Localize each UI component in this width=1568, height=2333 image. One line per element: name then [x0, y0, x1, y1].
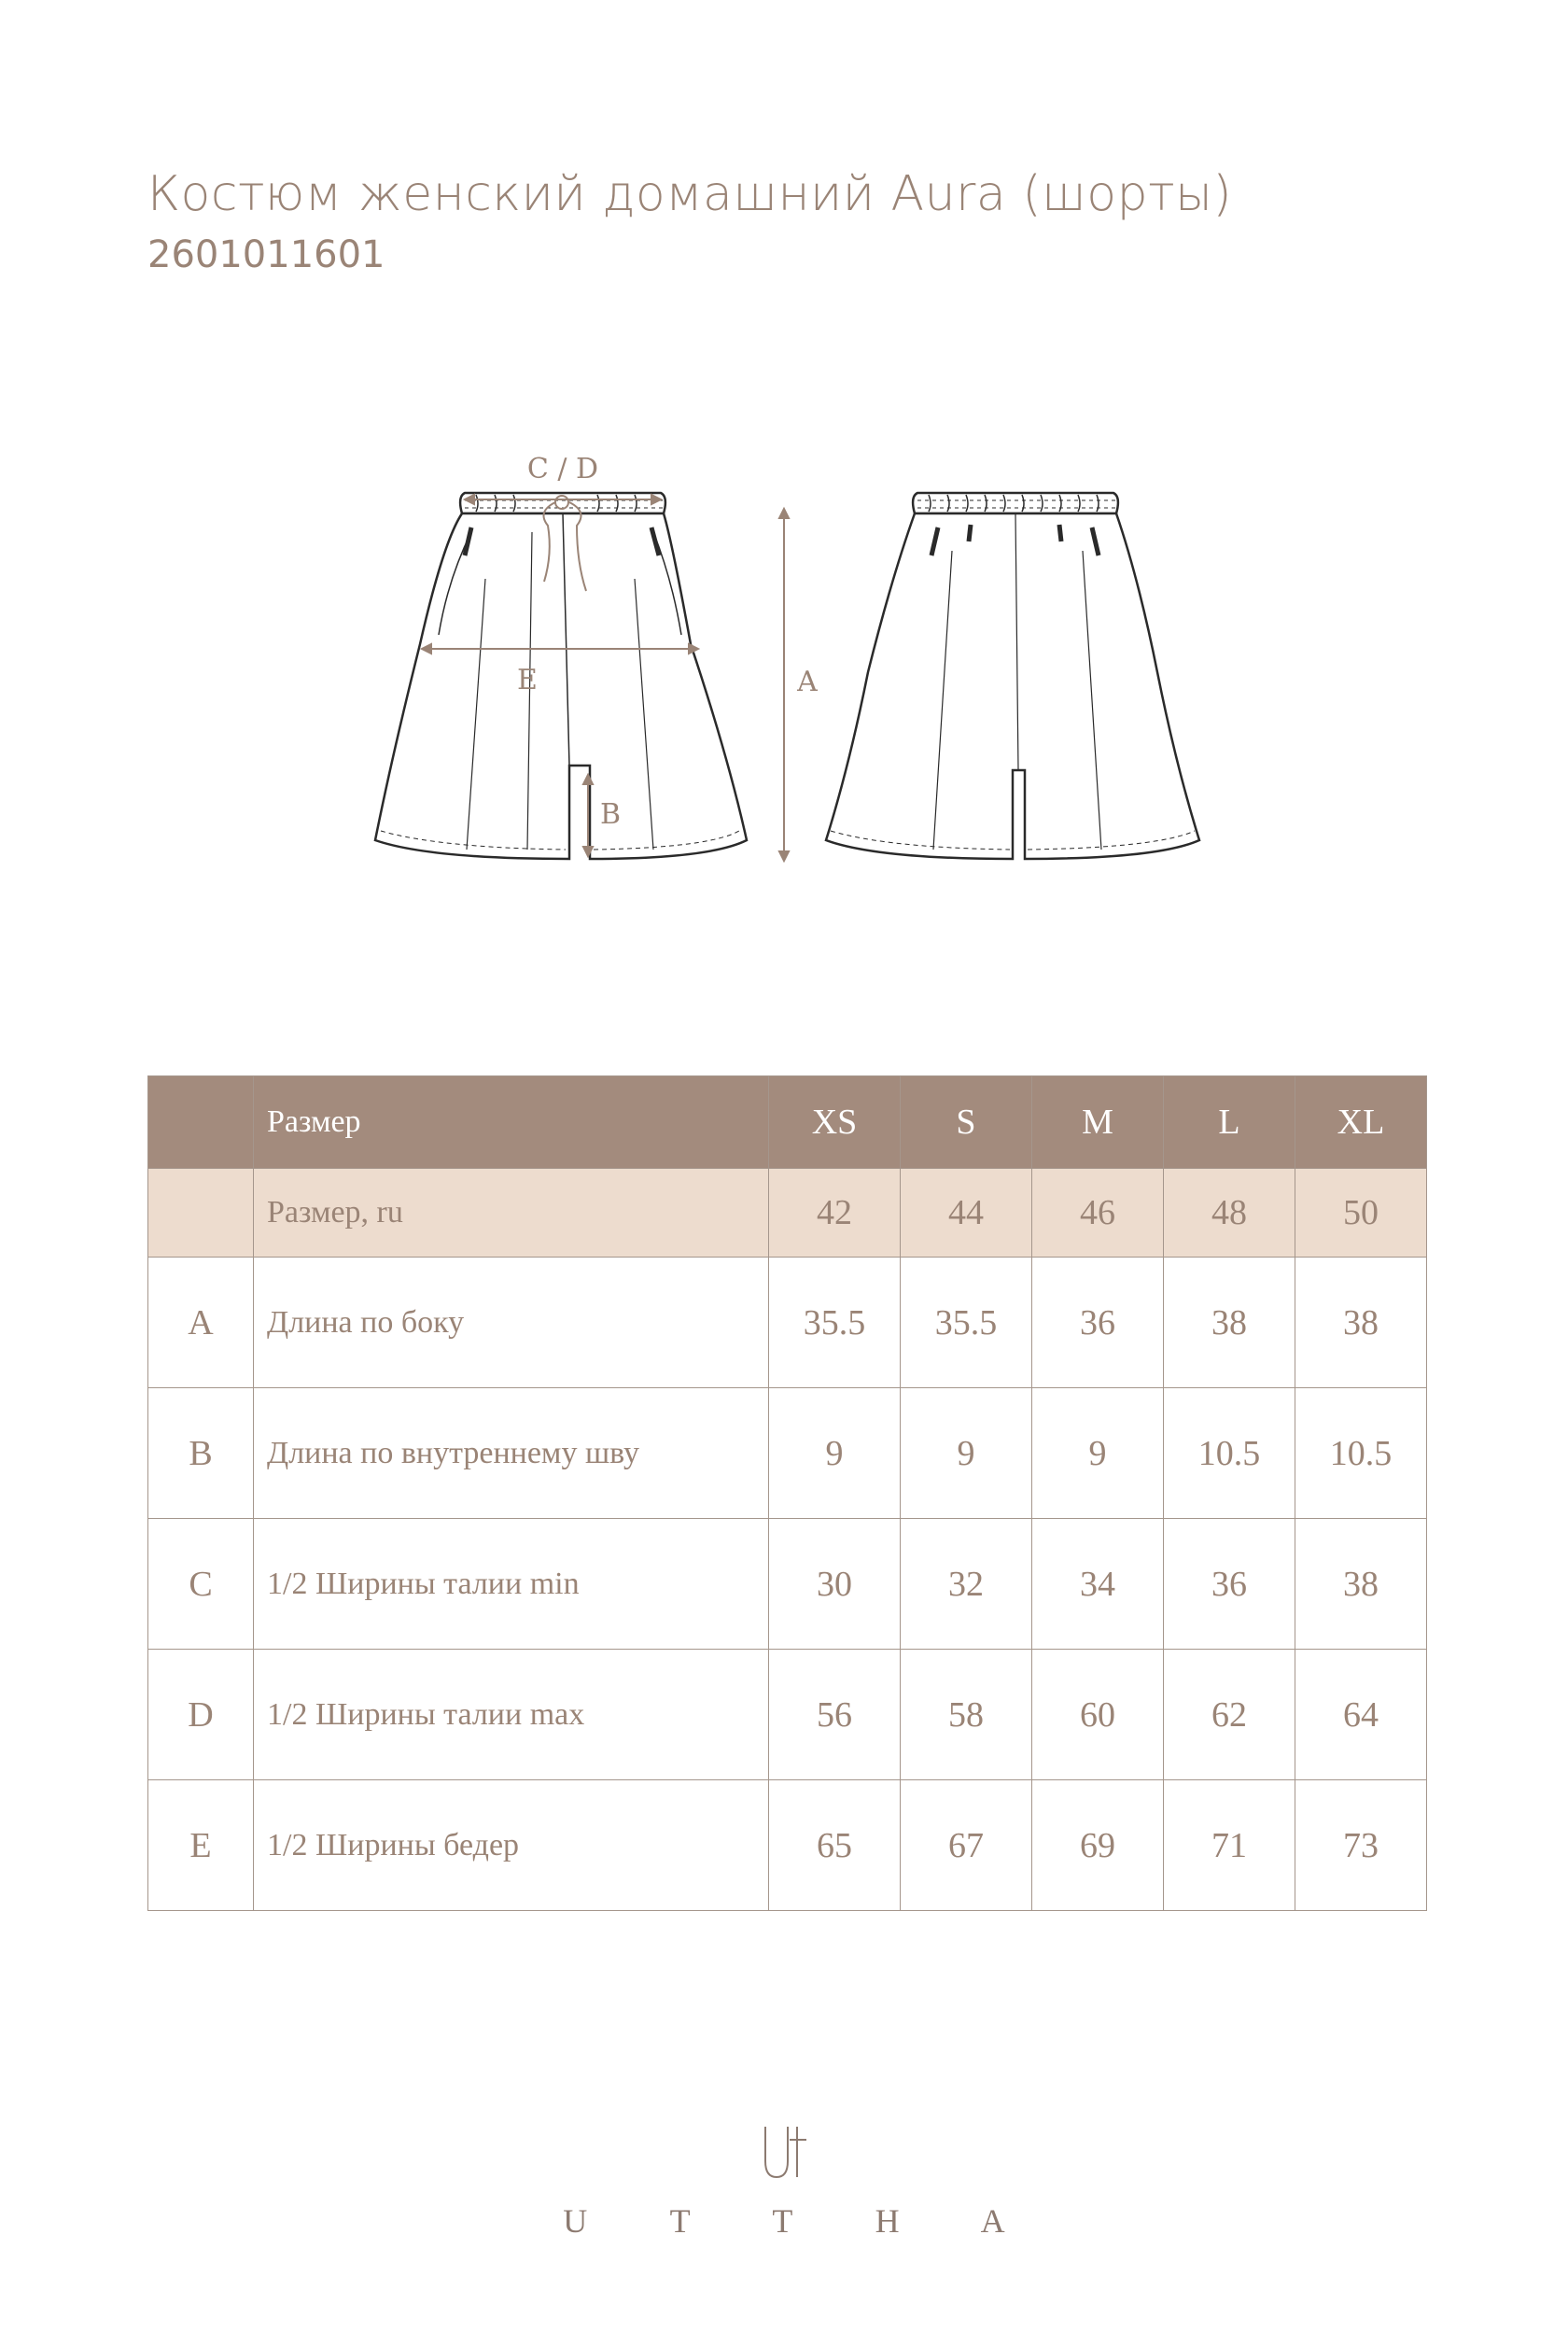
row-code: C — [148, 1519, 254, 1650]
row-code: E — [148, 1780, 254, 1911]
brand-monogram-icon — [756, 2119, 812, 2185]
header-code-cell — [148, 1076, 254, 1169]
header-size-xl: XL — [1295, 1076, 1427, 1169]
table-cell: 34 — [1032, 1519, 1164, 1650]
table-cell: 35.5 — [769, 1258, 901, 1388]
table-cell: 65 — [769, 1780, 901, 1911]
label-cd: C / D — [526, 453, 599, 485]
ru-label-cell: Размер, ru — [254, 1169, 769, 1258]
header-label-cell: Размер — [254, 1076, 769, 1169]
table-cell: 58 — [901, 1650, 1032, 1780]
table-ru-size-row — [148, 1169, 1427, 1258]
row-code: A — [148, 1258, 254, 1388]
shorts-front-view — [375, 493, 747, 859]
table-cell: 35.5 — [901, 1258, 1032, 1388]
table-cell: 9 — [769, 1388, 901, 1519]
table-cell: 69 — [1032, 1780, 1164, 1911]
table-cell: 10.5 — [1295, 1388, 1427, 1519]
row-label: 1/2 Ширины бедер — [254, 1780, 769, 1911]
row-label: 1/2 Ширины талии min — [254, 1519, 769, 1650]
table-cell: 38 — [1295, 1519, 1427, 1650]
table-row — [148, 1258, 1427, 1388]
table-cell: 73 — [1295, 1780, 1427, 1911]
table-cell: 50 — [1295, 1169, 1427, 1258]
table-cell: 32 — [901, 1519, 1032, 1650]
table-cell: 64 — [1295, 1650, 1427, 1780]
brand-name: U T T H A — [563, 2202, 1043, 2240]
table-cell: 38 — [1164, 1258, 1295, 1388]
table-cell: 67 — [901, 1780, 1032, 1911]
table-cell: 62 — [1164, 1650, 1295, 1780]
table-cell: 44 — [901, 1169, 1032, 1258]
table-cell: 71 — [1164, 1780, 1295, 1911]
shorts-technical-drawing — [355, 439, 1232, 887]
table-cell: 36 — [1164, 1519, 1295, 1650]
label-e: E — [517, 664, 538, 696]
table-cell: 30 — [769, 1519, 901, 1650]
row-label: 1/2 Ширины талии max — [254, 1650, 769, 1780]
table-cell: 36 — [1032, 1258, 1164, 1388]
table-cell: 60 — [1032, 1650, 1164, 1780]
brand-logo — [0, 2119, 1568, 2188]
header-size-l: L — [1164, 1076, 1295, 1169]
table-cell: 10.5 — [1164, 1388, 1295, 1519]
shorts-back-view — [826, 493, 1199, 859]
table-header-row — [148, 1076, 1427, 1169]
header-size-m: M — [1032, 1076, 1164, 1169]
row-code: B — [148, 1388, 254, 1519]
table-cell: 46 — [1032, 1169, 1164, 1258]
product-sku: 2601011601 — [147, 233, 385, 276]
label-b: B — [600, 798, 622, 831]
table-row — [148, 1780, 1427, 1911]
row-label: Длина по внутреннему шву — [254, 1388, 769, 1519]
row-code: D — [148, 1650, 254, 1780]
table-cell: 38 — [1295, 1258, 1427, 1388]
table-cell: 9 — [1032, 1388, 1164, 1519]
table-cell: 48 — [1164, 1169, 1295, 1258]
table-cell: 42 — [769, 1169, 901, 1258]
table-cell: 56 — [769, 1650, 901, 1780]
label-a: A — [797, 666, 818, 698]
table-cell: 9 — [901, 1388, 1032, 1519]
table-row — [148, 1650, 1427, 1780]
row-label: Длина по боку — [254, 1258, 769, 1388]
header-size-xs: XS — [769, 1076, 901, 1169]
table-row — [148, 1388, 1427, 1519]
ru-code-cell — [148, 1169, 254, 1258]
page-title: Костюм женский домашний Aura (шорты) — [147, 166, 1233, 222]
table-row — [148, 1519, 1427, 1650]
size-chart-table — [147, 1075, 1427, 1911]
header-size-s: S — [901, 1076, 1032, 1169]
